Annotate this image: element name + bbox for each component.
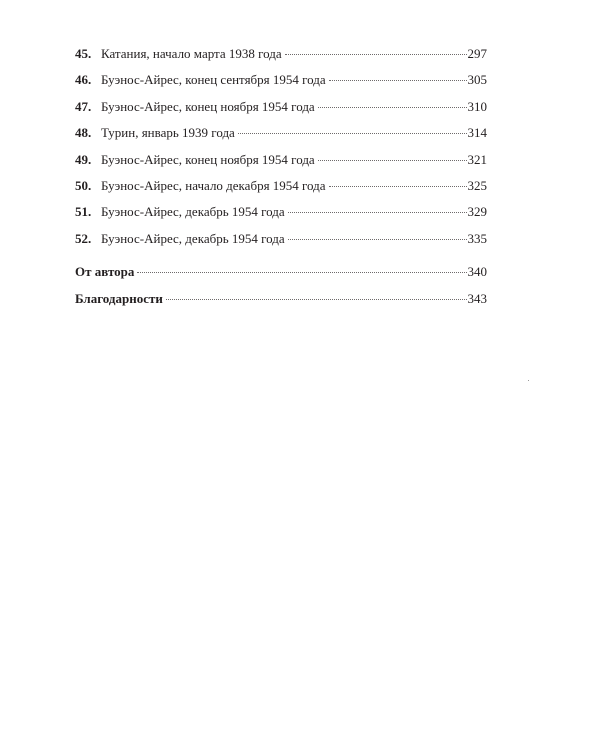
chapter-title: Буэнос-Айрес, конец ноября 1954 года xyxy=(101,151,315,167)
chapter-title: Турин, январь 1939 года xyxy=(101,125,235,141)
chapter-number: 52. xyxy=(75,230,92,246)
chapter-title: Буэнос-Айрес, начало декабря 1954 года xyxy=(101,177,326,193)
dot-leader xyxy=(288,211,467,213)
chapter-number: 48. xyxy=(75,125,92,141)
chapter-title: Буэнос-Айрес, декабрь 1954 года xyxy=(101,204,285,220)
chapter-number: 51. xyxy=(75,204,92,220)
chapter-title: Катания, начало марта 1938 года xyxy=(101,46,282,61)
chapter-number: 45. xyxy=(75,46,92,61)
toc-entry xyxy=(75,120,487,146)
toc-entry xyxy=(75,226,487,252)
chapter-number: 49. xyxy=(75,151,92,167)
dot-leader xyxy=(137,271,466,273)
chapter-number: 46. xyxy=(75,72,92,88)
dot-leader xyxy=(329,79,467,81)
page-number: 340 xyxy=(467,264,487,280)
dot-leader xyxy=(318,106,467,108)
page-number: 314 xyxy=(467,125,487,141)
dot-leader xyxy=(285,53,467,55)
page-number: 329 xyxy=(467,204,487,220)
page-number: 305 xyxy=(467,72,487,88)
dot-leader xyxy=(329,185,467,187)
toc-entry xyxy=(75,147,487,173)
toc-entry-author-note xyxy=(75,259,487,285)
page-number: 325 xyxy=(467,177,487,193)
toc-entry xyxy=(75,41,487,67)
dot-leader xyxy=(288,238,467,240)
paper-speck xyxy=(528,380,529,381)
chapter-number: 50. xyxy=(75,177,92,193)
toc-entry xyxy=(75,67,487,93)
toc-entry xyxy=(75,173,487,199)
toc-entry-acknowledgements xyxy=(75,286,487,312)
dot-leader xyxy=(166,298,467,300)
chapter-number: 47. xyxy=(75,98,92,114)
dot-leader xyxy=(238,132,467,134)
chapter-title: Буэнос-Айрес, конец сентября 1954 года xyxy=(101,72,326,88)
section-title: От автора xyxy=(75,264,135,280)
page-number: 335 xyxy=(467,230,487,246)
dot-leader xyxy=(318,159,467,161)
chapter-title: Буэнос-Айрес, декабрь 1954 года xyxy=(101,230,285,246)
toc-entry xyxy=(75,94,487,120)
page-number: 321 xyxy=(467,151,487,167)
table-of-contents xyxy=(75,41,487,312)
toc-entry xyxy=(75,199,487,225)
page-number: 297 xyxy=(467,46,487,61)
page-number: 310 xyxy=(467,98,487,114)
chapter-title: Буэнос-Айрес, конец ноября 1954 года xyxy=(101,98,315,114)
page-number: 343 xyxy=(467,290,487,306)
section-title: Благодарности xyxy=(75,290,163,306)
